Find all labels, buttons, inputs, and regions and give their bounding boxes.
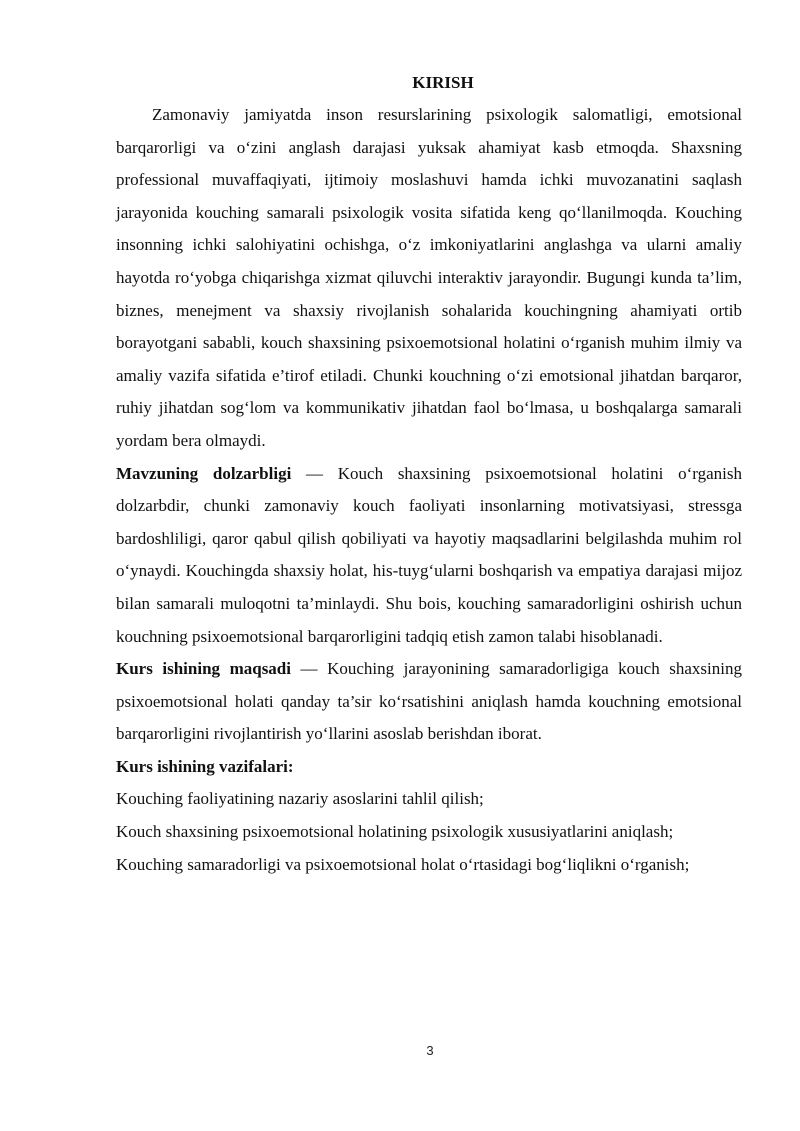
tasks-heading: Kurs ishining vazifalari: bbox=[116, 756, 294, 776]
relevance-text: — Kouch shaxsining psixoemotsional holatini o‘rganish dolzarbdir, chunki zamonaviy kouch faoliyati insonlarning motivatsiyasi, stressga bardoshliligi, qaror qabul qilish qobiliyati va hayotiy maqsadlarini belgilashda muhim rol o‘ynaydi. Kouchingda shaxsiy holat, his-tuyg‘ularni boshqarish va empatiya darajasi mijoz bilan samarali muloqotni ta’minlaydi. Shu bois, kouching samaradorligini oshirish uchun kouchning psixoemotsional barqarorligini tadqiq etish zamon talabi hisoblanadi. bbox=[116, 463, 742, 646]
task-item: Kouch shaxsining psixoemotsional holatining psixologik xususiyatlarini aniqlash; bbox=[116, 822, 674, 842]
aim-heading: Kurs ishining maqsadi bbox=[116, 659, 291, 679]
task-item: Kouching samaradorligi va psixoemotsional holat o‘rtasidagi bog‘liqlikni o‘rganish; bbox=[116, 854, 690, 874]
task-item: Kouching faoliyatining nazariy asoslarini tahlil qilish; bbox=[116, 789, 484, 809]
section-title: KIRISH bbox=[412, 73, 474, 92]
page-number: 3 bbox=[426, 1043, 434, 1058]
intro-paragraph: Zamonaviy jamiyatda inson resurslarining psixologik salomatligi, emotsional barqarorligi va o‘zini anglash darajasi yuksak ahamiyat kasb etmoqda. Shaxsning professional muvaffaqiyati, ijtimoiy moslashuvi hamda ichki muvozanatini saqlash jarayonida kouching samarali psixologik vosita sifatida keng qo‘llanilmoqda. Kouching insonning ichki salohiyatini ochishga, o‘z imkoniyatlarini anglashga va ularni amaliy hayotda ro‘yobga chiqarishga xizmat qiluvchi interaktiv jarayondir. Bugungi kunda ta’lim, biznes, menejment va shaxsiy rivojlanish sohalarida kouchingning ahamiyati ortib borayotgani sababli, kouch shaxsining psixoemotsional holatini o‘rganish muhim ilmiy va amaliy vazifa sifatida e’tirof etiladi. Chunki kouchning o‘zi emotsional jihatdan barqaror, ruhiy jihatdan sog‘lom va kommunikativ jihatdan faol bo‘lmasa, u boshqalarga samarali yordam bera olmaydi. bbox=[116, 105, 742, 450]
aim-paragraph bbox=[116, 653, 742, 751]
page-content bbox=[116, 72, 742, 881]
relevance-paragraph bbox=[116, 458, 742, 654]
relevance-heading: Mavzuning dolzarbligi bbox=[116, 463, 292, 483]
aim-text: — Kouching jarayonining samaradorligiga kouch shaxsining psixoemotsional holati qanday ta’sir ko‘rsatishini aniqlash hamda kouchning emotsional barqarorligini rivojlantirish yo‘llarini asoslab berishdan iborat. bbox=[116, 659, 742, 744]
